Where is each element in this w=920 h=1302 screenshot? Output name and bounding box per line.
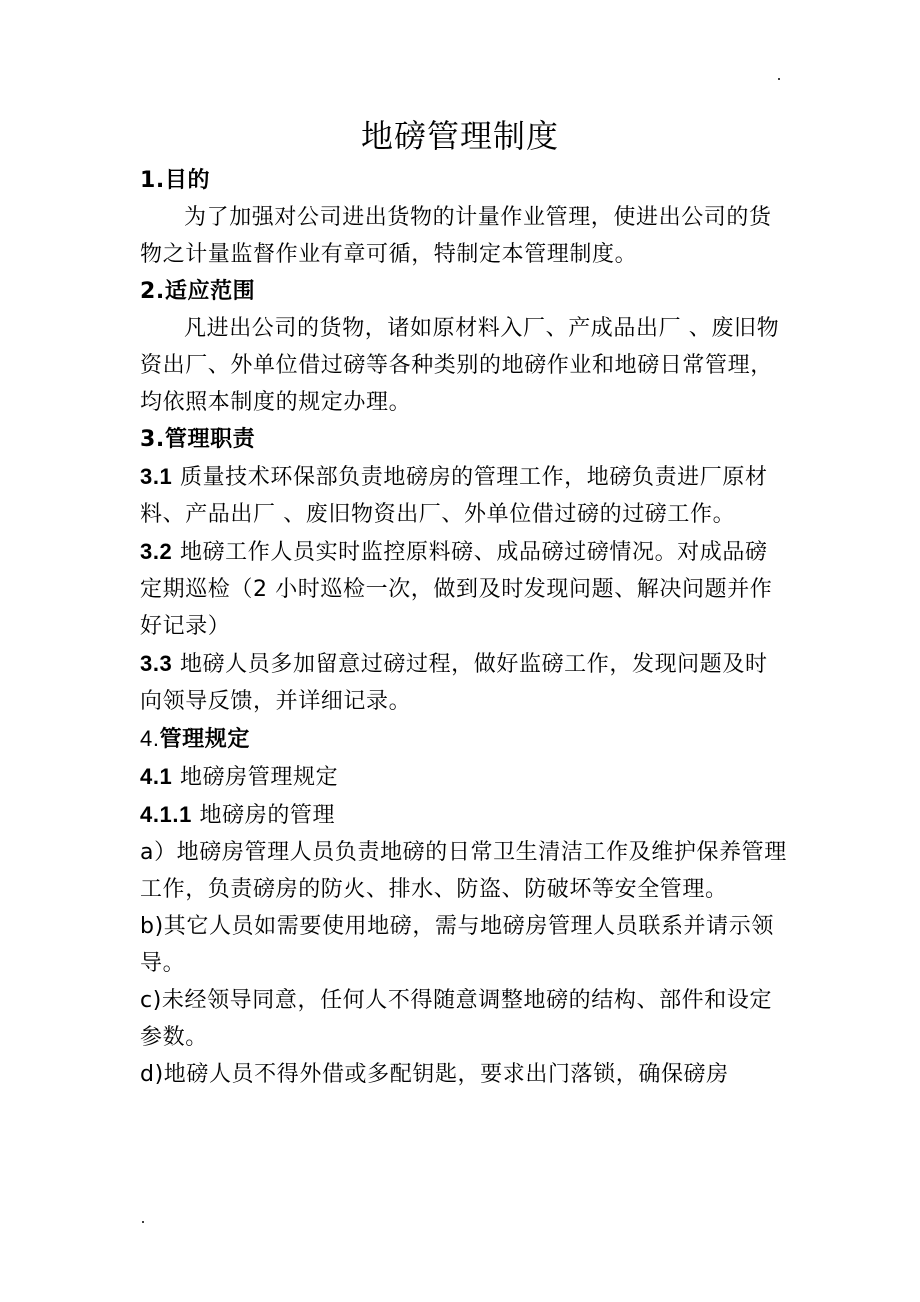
- section-4-1-text: 地磅房管理规定: [172, 765, 339, 790]
- section-4-heading: [140, 720, 790, 758]
- document-body: [140, 162, 790, 1093]
- section-3-1-paragraph: [140, 458, 790, 533]
- document-title: 地磅管理制度: [360, 117, 559, 155]
- section-4-1-1-text: 地磅房的管理: [191, 803, 336, 828]
- section-4-1-heading: [140, 758, 790, 796]
- section-3-1-text: 质量技术环保部负责地磅房的管理工作，地磅负责进厂原材料、产品出厂 、废旧物资出厂、外单位借过磅的过磅工作。: [140, 465, 768, 527]
- section-1-paragraph: 为了加强对公司进出货物的计量作业管理，使进出公司的货物之计量监督作业有章可循，特制定本管理制度。: [140, 205, 772, 267]
- section-4-1-number: 4.1: [140, 764, 173, 789]
- section-3-3-paragraph: [140, 645, 790, 720]
- list-item-c: c)未经领导同意，任何人不得随意调整地磅的结构、部件和设定参数。: [140, 988, 773, 1050]
- section-4-1-1-number: 4.1.1: [140, 802, 192, 827]
- page-mark-dot: [778, 78, 780, 80]
- section-3-1-number: 3.1: [140, 464, 173, 489]
- section-4-title: 管理规定: [159, 727, 250, 752]
- list-item-b: b)其它人员如需要使用地磅，需与地磅房管理人员联系并请示领导。: [140, 914, 774, 976]
- section-3-2-number: 3.2: [140, 539, 173, 564]
- section-1-heading: 1.目的: [140, 168, 211, 193]
- section-4-number: 4.: [140, 726, 160, 751]
- section-3-3-number: 3.3: [140, 651, 173, 676]
- section-3-heading: 3.管理职责: [140, 427, 256, 452]
- page-mark-dot: [142, 1221, 144, 1223]
- section-3-3-text: 地磅人员多加留意过磅过程，做好监磅工作，发现问题及时向领导反馈，并详细记录。: [140, 652, 768, 714]
- section-3-2-text: 地磅工作人员实时监控原料磅、成品磅过磅情况。对成品磅定期巡检（2 小时巡检一次，做到及时发现问题、解决问题并作好记录）: [140, 540, 773, 639]
- section-4-1-1-heading: [140, 796, 790, 834]
- section-3-2-paragraph: [140, 533, 790, 645]
- list-item-d: d)地磅人员不得外借或多配钥匙，要求出门落锁，确保磅房: [140, 1062, 729, 1087]
- section-2-heading: 2.适应范围: [140, 279, 256, 304]
- section-2-paragraph: 凡进出公司的货物，诸如原材料入厂、产成品出厂 、废旧物资出厂、外单位借过磅等各种类别的地磅作业和地磅日常管理，均依照本制度的规定办理。: [140, 316, 780, 415]
- list-item-a: a）地磅房管理人员负责地磅的日常卫生清洁工作及维护保养管理工作，负责磅房的防火、排水、防盗、防破坏等安全管理。: [140, 840, 787, 902]
